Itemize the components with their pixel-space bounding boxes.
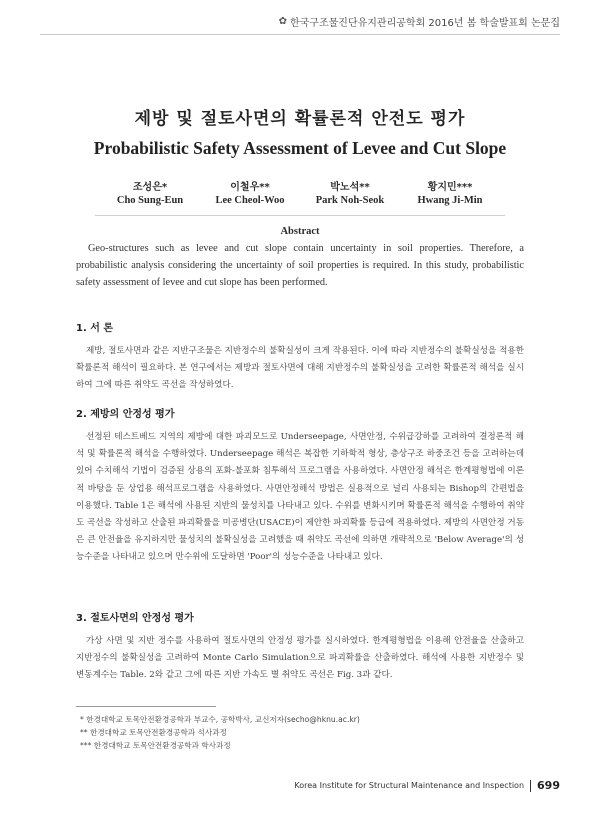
authors-english <box>0 195 600 206</box>
conference-header <box>279 14 560 29</box>
footnotes <box>80 713 520 752</box>
section-heading: 1. 서 론 <box>76 323 114 334</box>
footnote: *** 한경대학교 토목안전환경공학과 학사과정 <box>80 741 231 750</box>
title-korean: 제방 및 절토사면의 확률론적 안전도 평가 <box>134 109 466 129</box>
flower-icon: ✿ <box>278 16 287 27</box>
author-name: Park Noh-Seok <box>315 195 385 206</box>
abstract-body: Geo-structures such as levee and cut slope contain uncertainty in soil properties. Therefore, a probabilistic analysis considering the uncertainty of soil properties is required. In this study, probabilistic safety assessment of levee and cut slope has been performed. <box>76 243 524 288</box>
abstract-heading: Abstract <box>280 226 320 237</box>
authors-divider <box>95 215 505 216</box>
page-footer <box>294 779 560 792</box>
section-levee-stability <box>76 405 524 567</box>
authors-korean <box>0 178 600 193</box>
author-name: 황지민*** <box>427 182 473 193</box>
author-name: 이철우** <box>230 182 270 193</box>
section-cut-slope-stability <box>76 609 524 685</box>
section-introduction <box>76 319 524 395</box>
footer-divider <box>530 780 531 792</box>
author-name: 조성은* <box>132 182 168 193</box>
title-english: Probabilistic Safety Assessment of Levee and Cut Slope <box>93 138 507 158</box>
conference-name: 한국구조물진단유지관리공학회 2016년 봄 학술발표회 논문집 <box>289 18 560 29</box>
section-body: 제방, 절토사면과 같은 지반구조물은 지반정수의 불확실성이 크게 작용된다. 이에 따라 지반정수의 불확실성을 적용한 확률론적 해석이 필요하다. 본 연구에서는 제방과 절토사면에 대해 지반정수의 불확실성을 고려한 확률론적 해석을 실시하여 그에 따른 취약도 곡선을 작성하였다. <box>76 346 524 391</box>
section-heading: 2. 제방의 안정성 평가 <box>76 409 175 420</box>
author-name: Hwang Ji-Min <box>417 195 483 206</box>
author-name: Cho Sung-Eun <box>116 195 184 206</box>
footnote: * 한경대학교 토목안전환경공학과 부교수, 공학박사, 교신저자(secho@hknu.ac.kr) <box>80 715 360 724</box>
author-name: Lee Cheol-Woo <box>215 195 285 206</box>
section-body: 선정된 테스트베드 지역의 제방에 대한 파괴모드로 Underseepage, 사면안정, 수위급강하를 고려하여 결정론적 해석 및 확률론적 해석을 수행하였다. Underseepage 해석은 복잡한 기하학적 형상, 층상구조 하중조건 등을 고려하는데 있어 수치해석 기법이 검증된 상용의 포화-불포화 침투해석 프로그램을 사용하였다. 사면안정 해석은 한계평형법에 이론적 바탕을 둔 상업용 해석프로그램을 사용하였다. 사면안정해석 방법은 실용적으로 널리 사용되는 Bishop의 간편법을 이용했다. Table 1은 해석에 사용된 지반의 물성치를 나타내고 있다. 수위를 변화시키며 확률론적 해석을 수행하여 취약도 곡선을 작성하고 산출된 파괴확률을 미공병단(USACE)이 제안한 파괴확률 등급에 적용하였다. 제방의 사면안정 거동은 큰 안전율을 유지하지만 물성치의 불확실성을 고려했을 때 취약도 곡선에 의하면 개략적으로 'Below Average'의 성능수준을 나타내고 있으며 만수위에 도달하면 'Poor'의 성능수준을 나타내고 있다. <box>76 432 524 563</box>
page-number: 699 <box>537 779 560 792</box>
footer-institute: Korea Institute for Structural Maintenance and Inspection <box>294 781 525 790</box>
header-divider <box>40 34 560 35</box>
footnote: ** 한경대학교 토목안전환경공학과 석사과정 <box>80 728 227 737</box>
section-heading: 3. 절토사면의 안정성 평가 <box>76 613 194 624</box>
section-body: 가상 사면 및 지반 정수를 사용하여 절토사면의 안정성 평가를 실시하였다. 한계평형법을 이용해 안전율을 산출하고 지반정수의 불확실성을 고려하여 Monte Carlo Simulation으로 파괴확률을 산출하였다. 해석에 사용한 지반정수 및 변동계수는 Table. 2와 같고 그에 따른 지반 가속도 별 취약도 곡선은 Fig. 3과 같다. <box>76 636 524 681</box>
footnote-divider <box>76 706 216 707</box>
author-name: 박노석** <box>330 182 370 193</box>
